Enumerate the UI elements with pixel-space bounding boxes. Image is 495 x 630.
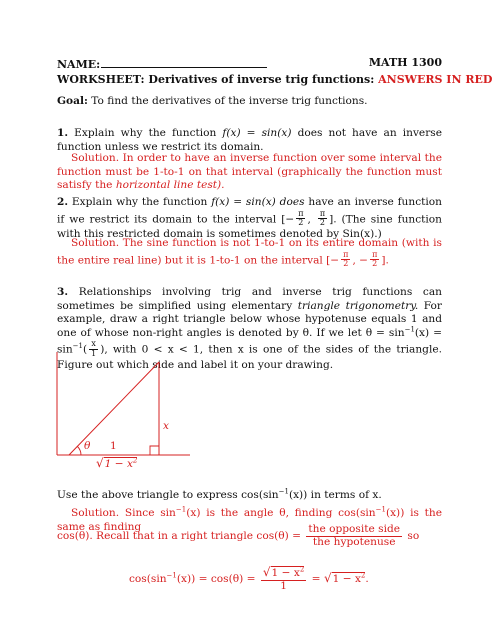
question-2-solution: Solution. The sine function is not 1-to-1 on its entire domain (with is the entire real line) but it is 1-to-1 on the interval [− $\frac{\pi}{2}$ , − $\frac{\pi}{2}$ ]. bbox=[57, 237, 442, 269]
final-equation: $\cos(\sin^{-1}(x)) = \cos(\theta)$ = $\frac{√1 - x^2}{1}$ = $√1 - x^2$. bbox=[129, 565, 369, 592]
hypotenuse-label: 1 bbox=[110, 440, 117, 452]
angle-label: θ bbox=[84, 440, 91, 452]
worksheet-header bbox=[57, 56, 442, 72]
question-1-solution: Solution. In order to have an inverse function over some interval the function must be 1-to-1 on that interval (graphically the function must satisfy the horizontal line test). bbox=[57, 152, 442, 192]
angle-arc bbox=[78, 447, 82, 456]
question-3-solution-line-2: cos(θ). Recall that in a right triangle cos(θ) = $\frac{\text{the opposite side}}{\text{the hypotenuse}}$ so bbox=[57, 523, 420, 548]
name-blank bbox=[101, 56, 267, 68]
goal: Goal: To find the derivatives of the inverse trig functions. bbox=[57, 95, 368, 107]
adjacent-label: $√1 - x^2$ bbox=[96, 456, 138, 470]
question-3-solution: Solution. Since $\sin^{-1}(x)$ is the angle θ, finding $\cos(\sin^{-1}(x))$ is the same as finding bbox=[57, 505, 442, 533]
worksheet-title: WORKSHEET: Derivatives of inverse trig functions: ANSWERS IN RED bbox=[57, 73, 493, 86]
course-code: MATH 1300 bbox=[368, 56, 442, 69]
question-1: 1. Explain why the function f(x) = sin(x) does not have an inverse function unless we restrict its domain. bbox=[57, 127, 442, 153]
opposite-label: x bbox=[163, 420, 169, 432]
right-angle-marker bbox=[150, 446, 159, 455]
question-2: 2. Explain why the function f(x) = sin(x) does have an inverse function if we restrict its domain to the interval [− $\frac{\pi}{2}$ , $\frac{\pi}{2}$ ]. (The sine function with this restricted domain is sometimes denoted by Sin(x).) bbox=[57, 196, 442, 241]
question-3: 3. Relationships involving trig and inverse trig functions can sometimes be simplified using elementary triangle trigonometry. For example, draw a right triangle below whose hypotenuse equals 1 and one of whose non-right angles is denoted by θ. If we let $\theta = \sin^{-1}(x) = \sin^{-1}$( $\frac{x}{1}$ ), with 0 < x < 1, then x is one of the sides of the triangle. Figure out which side and label it on your drawing. bbox=[57, 286, 443, 371]
question-3-part-b: Use the above triangle to express $\cos(\sin^{-1}(x))$ in terms of x. bbox=[57, 487, 382, 501]
name-field: NAME: bbox=[57, 56, 267, 72]
answers-note: ANSWERS IN RED bbox=[378, 73, 493, 86]
